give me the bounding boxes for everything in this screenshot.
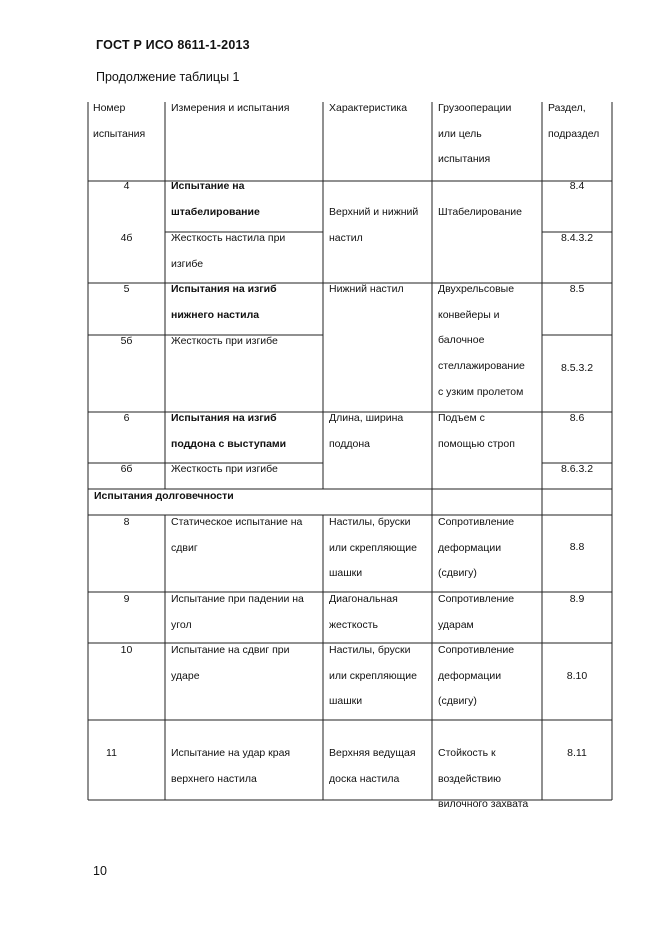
operation-line: воздействию: [438, 772, 501, 785]
test-name-line: Испытание при падении на: [171, 593, 304, 605]
characteristic-line: Диагональная: [329, 593, 398, 605]
test-number: [88, 174, 165, 200]
test-number: [88, 638, 165, 664]
column-header-line: Раздел,: [548, 102, 586, 114]
test-number-line: 6: [123, 412, 130, 424]
operation-line: Двухрельсовые: [438, 283, 515, 295]
test-name-line: Испытание на удар края: [171, 747, 291, 759]
test-number-line: 11: [106, 747, 117, 759]
test-number: [88, 406, 165, 432]
operation: [438, 741, 528, 818]
operation: [438, 587, 514, 638]
test-number-line: 4: [123, 180, 130, 192]
test-number-line: 9: [123, 593, 130, 605]
test-name: [171, 174, 260, 225]
operation: [438, 406, 515, 457]
characteristic-line: Настилы, бруски: [329, 516, 411, 528]
characteristic-line: Верхняя ведущая: [329, 747, 416, 759]
section-ref: [542, 226, 612, 252]
characteristic-line: Нижний настил: [329, 283, 404, 295]
characteristic-line: Настилы, бруски: [329, 644, 411, 656]
test-name-line: Жесткость настила при: [171, 232, 286, 244]
operation-line: деформации: [438, 541, 502, 554]
test-number-line: 10: [120, 644, 133, 656]
column-header: [438, 96, 511, 173]
column-header-line: Грузооперации: [438, 102, 512, 114]
column-header-line: испытания: [93, 127, 146, 140]
test-name-line: Жесткость при изгибе: [171, 463, 278, 475]
column-header-line: Номер: [93, 102, 126, 114]
operation: [438, 277, 525, 406]
test-number: [88, 457, 165, 483]
column-header-line: Измерения и испытания: [171, 102, 290, 114]
test-number-line: 8: [123, 516, 130, 528]
test-name-line: сдвиг: [171, 541, 198, 554]
characteristic: [329, 510, 417, 587]
section-ref-line: 8.5: [569, 283, 585, 295]
characteristic: [329, 277, 404, 303]
test-name: [171, 329, 278, 355]
test-name: [171, 406, 286, 457]
operation-line: (сдвигу): [438, 695, 477, 708]
test-name-line: Испытание на: [171, 180, 245, 192]
test-name-line: Жесткость при изгибе: [171, 335, 278, 347]
table-continuation-label: Продолжение таблицы 1: [96, 70, 240, 84]
section-ref: [542, 535, 612, 561]
characteristic-line: жесткость: [329, 618, 379, 631]
section-ref-line: 8.4: [569, 180, 585, 192]
characteristic-line: или скрепляющие: [329, 669, 418, 682]
characteristic: [329, 406, 403, 457]
section-ref-line: 8.8: [569, 541, 585, 553]
test-name-line: верхнего настила: [171, 772, 257, 785]
test-name: [171, 457, 278, 483]
column-header-line: испытания: [438, 153, 491, 166]
column-header-line: подраздел: [548, 127, 600, 140]
operation: [438, 510, 514, 587]
operation-line: деформации: [438, 669, 502, 682]
characteristic-line: Длина, ширина: [329, 412, 404, 424]
section-ref-line: 8.6: [569, 412, 585, 424]
test-name-line: Испытания на изгиб: [171, 283, 277, 295]
characteristic-line: поддона: [329, 437, 371, 450]
test-name-line: угол: [171, 618, 192, 631]
section-ref: [542, 457, 612, 483]
test-number-line: 5: [123, 283, 130, 295]
test-name-line: поддона с выступами: [171, 437, 287, 450]
column-header-line: или цель: [438, 127, 482, 140]
test-name-line: штабелирование: [171, 205, 260, 218]
column-header-line: Характеристика: [329, 102, 408, 114]
test-name-line: Испытания на изгиб: [171, 412, 277, 424]
characteristic-line: шашки: [329, 695, 363, 708]
test-name: [171, 638, 290, 689]
section-ref-line: 8.9: [569, 593, 585, 605]
operation-line: Штабелирование: [438, 206, 523, 218]
characteristic-line: или скрепляющие: [329, 541, 418, 554]
operation-line: Стойкость к: [438, 747, 496, 759]
operation-line: балочное: [438, 334, 485, 347]
group-heading: [94, 484, 234, 510]
operation-line: с узким пролетом: [438, 385, 524, 398]
operation: [438, 638, 514, 715]
test-number: [88, 277, 165, 303]
section-ref: [542, 277, 612, 303]
test-name: [171, 587, 304, 638]
test-name: [171, 510, 302, 561]
section-ref-line: 8.5.3.2: [560, 362, 594, 374]
operation-line: Сопротивление: [438, 516, 515, 528]
test-number: [88, 741, 135, 767]
column-header: [93, 96, 145, 147]
section-ref-line: 8.10: [566, 670, 588, 682]
characteristic-line: шашки: [329, 567, 363, 580]
operation-line: стеллажирование: [438, 360, 525, 373]
group-heading-line: Испытания долговечности: [94, 490, 234, 502]
operation-line: помощью строп: [438, 437, 515, 450]
operation-line: Сопротивление: [438, 593, 515, 605]
test-name-line: ударе: [171, 669, 200, 682]
section-ref: [542, 174, 612, 200]
test-name-line: изгибе: [171, 257, 204, 270]
test-name-line: Статическое испытание на: [171, 516, 303, 528]
characteristic: [329, 200, 418, 251]
column-header: [548, 96, 599, 147]
test-number: [88, 329, 165, 355]
operation-line: (сдвигу): [438, 567, 477, 580]
test-number-line: 4б: [120, 232, 133, 244]
section-ref-line: 8.4.3.2: [560, 232, 594, 244]
operation-line: Подъем с: [438, 412, 485, 424]
operation-line: конвейеры и: [438, 308, 500, 321]
section-ref: [542, 741, 612, 767]
test-number: [88, 510, 165, 536]
test-name: [171, 741, 290, 792]
test-number: [88, 226, 165, 252]
test-name: [171, 277, 277, 328]
characteristic-line: доска настила: [329, 772, 400, 785]
test-number-line: 5б: [120, 335, 133, 347]
test-number-line: 6б: [120, 463, 133, 475]
operation-line: Сопротивление: [438, 644, 515, 656]
operation-line: вилочного захвата: [438, 798, 529, 811]
characteristic: [329, 741, 416, 792]
test-name-line: Испытание на сдвиг при: [171, 644, 290, 656]
characteristic-line: настил: [329, 231, 363, 244]
operation-line: ударам: [438, 618, 474, 631]
section-ref: [542, 356, 612, 382]
section-ref: [542, 406, 612, 432]
characteristic: [329, 638, 417, 715]
standard-title: ГОСТ Р ИСО 8611-1-2013: [96, 38, 250, 52]
section-ref: [542, 587, 612, 613]
operation: [438, 200, 522, 226]
test-name-line: нижнего настила: [171, 308, 260, 321]
section-ref-line: 8.6.3.2: [560, 463, 594, 475]
characteristic: [329, 587, 398, 638]
section-ref-line: 8.11: [567, 747, 587, 759]
characteristic-line: Верхний и нижний: [329, 206, 419, 218]
page-number: 10: [93, 864, 107, 878]
test-number: [88, 587, 165, 613]
section-ref: [542, 664, 612, 690]
test-name: [171, 226, 285, 277]
column-header: [329, 96, 407, 122]
column-header: [171, 96, 289, 122]
